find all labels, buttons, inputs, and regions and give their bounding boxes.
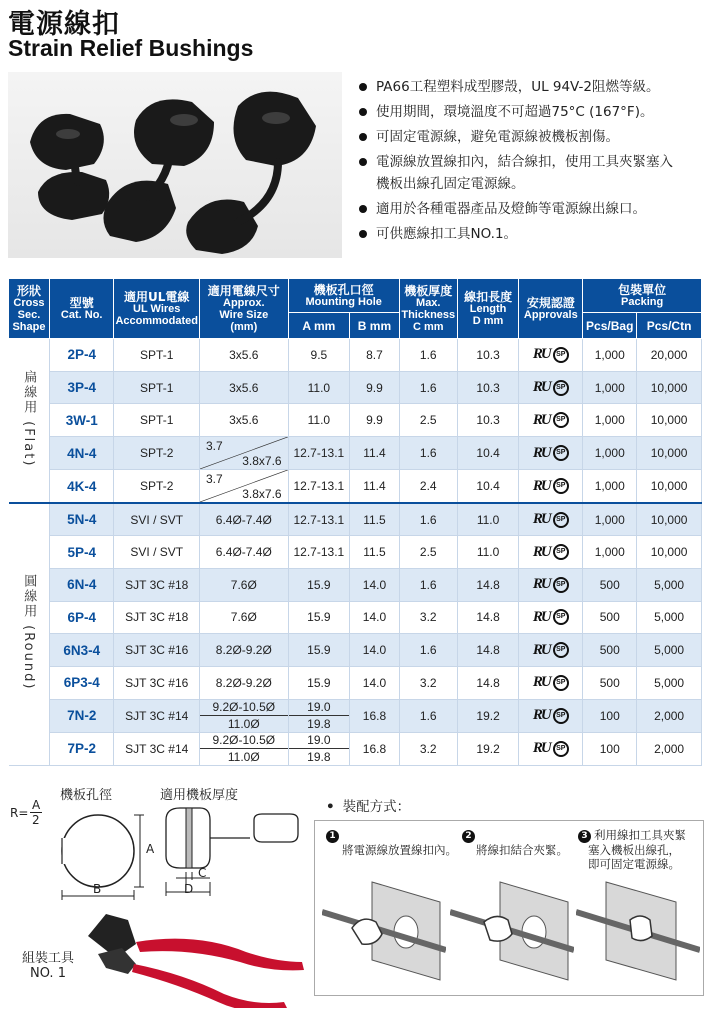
pcs-ctn: 10,000	[637, 437, 702, 470]
hole-b: 11.5	[350, 503, 400, 536]
header-length: 線扣長度 Length D mm	[457, 279, 519, 339]
hole-a: 19.0 19.8	[288, 699, 350, 732]
step-2	[462, 828, 568, 857]
pcs-bag: 1,000	[583, 536, 637, 569]
csa-icon: SP	[553, 609, 569, 625]
shape-round: 圓線用 (Round)	[9, 503, 50, 765]
ul-recognized-icon: RU	[532, 477, 550, 494]
header-ul: 適用UL電線 UL Wires Accommodated	[114, 279, 200, 339]
approvals	[519, 437, 583, 470]
hole-b: 14.0	[350, 634, 400, 667]
csa-icon: SP	[553, 741, 569, 757]
ul-recognized-icon: RU	[532, 543, 550, 560]
approvals	[519, 601, 583, 634]
page-title-zh: 電源線扣	[8, 9, 120, 40]
thickness-diagram	[158, 800, 308, 900]
csa-icon: SP	[553, 544, 569, 560]
ul-recognized-icon: RU	[532, 444, 550, 461]
feature-item: 電源線放置線扣內，結合線扣，使用工具夾緊塞入機板出線孔固定電源線。	[356, 151, 686, 195]
table-row	[9, 437, 702, 470]
ul-wire: SJT 3C #14	[114, 732, 200, 765]
approvals	[519, 536, 583, 569]
formula-r: R=	[10, 806, 29, 820]
pcs-bag: 1,000	[583, 470, 637, 504]
plate-thickness-label: 適用機板厚度	[160, 788, 239, 803]
csa-icon: SP	[553, 478, 569, 494]
header-hole-a: A mm	[288, 313, 350, 339]
thickness: 1.6	[399, 437, 457, 470]
pcs-bag: 1,000	[583, 437, 637, 470]
approvals	[519, 699, 583, 732]
approvals	[519, 371, 583, 404]
approvals	[519, 339, 583, 372]
dim-a-label: A	[146, 842, 155, 856]
csa-icon: SP	[553, 347, 569, 363]
ul-wire: SVI / SVT	[114, 503, 200, 536]
csa-icon: SP	[553, 708, 569, 724]
wire-size: 9.2Ø-10.5Ø 11.0Ø	[200, 699, 289, 732]
header-packing: 包裝單位 Packing	[583, 279, 702, 313]
pcs-bag: 100	[583, 699, 637, 732]
cat-no: 5P-4	[49, 536, 114, 569]
approvals	[519, 404, 583, 437]
cat-no: 6N3-4	[49, 634, 114, 667]
hole-b: 9.9	[350, 404, 400, 437]
thickness: 2.4	[399, 470, 457, 504]
hole-a: 11.0	[288, 404, 350, 437]
hole-b: 9.9	[350, 371, 400, 404]
hole-diameter-label: 機板孔徑	[60, 788, 113, 803]
wire-size: 8.2Ø-9.2Ø	[200, 667, 289, 700]
ul-wire: SVI / SVT	[114, 536, 200, 569]
cat-no: 4N-4	[49, 437, 114, 470]
ul-recognized-icon: RU	[532, 707, 550, 724]
tool-number: NO. 1	[30, 966, 66, 981]
length: 11.0	[457, 503, 519, 536]
pcs-bag: 100	[583, 732, 637, 765]
wire-size: 3.7 3.8x7.6	[200, 437, 289, 470]
table-row	[9, 634, 702, 667]
ul-recognized-icon: RU	[532, 641, 550, 658]
table-row	[9, 732, 702, 765]
hole-b: 14.0	[350, 601, 400, 634]
table-row	[9, 339, 702, 372]
hole-b: 11.4	[350, 470, 400, 504]
length: 10.3	[457, 371, 519, 404]
hole-b: 14.0	[350, 568, 400, 601]
ul-recognized-icon: RU	[532, 740, 550, 757]
thickness: 3.2	[399, 667, 457, 700]
hole-a: 15.9	[288, 667, 350, 700]
wire-size: 9.2Ø-10.5Ø 11.0Ø	[200, 732, 289, 765]
hole-b: 8.7	[350, 339, 400, 372]
header-pcs-bag: Pcs/Bag	[583, 313, 637, 339]
wire-size: 3x5.6	[200, 404, 289, 437]
step-3-number: 3	[578, 830, 591, 843]
step-3-illustration	[576, 872, 700, 990]
header-hole-b: B mm	[350, 313, 400, 339]
approvals	[519, 503, 583, 536]
ul-recognized-icon: RU	[532, 576, 550, 593]
step-1	[326, 828, 457, 857]
cat-no: 4K-4	[49, 470, 114, 504]
ul-recognized-icon: RU	[532, 511, 550, 528]
header-hole: 機板孔口徑 Mounting Hole	[288, 279, 399, 313]
ul-wire: SPT-1	[114, 339, 200, 372]
thickness: 1.6	[399, 634, 457, 667]
length: 19.2	[457, 732, 519, 765]
header-approvals: 安規認證 Approvals	[519, 279, 583, 339]
ul-wire: SJT 3C #18	[114, 601, 200, 634]
csa-icon: SP	[553, 412, 569, 428]
hole-a: 11.0	[288, 371, 350, 404]
dim-d-label: D	[184, 882, 194, 896]
approvals	[519, 732, 583, 765]
cat-no: 7N-2	[49, 699, 114, 732]
hole-a: 15.9	[288, 601, 350, 634]
pcs-ctn: 2,000	[637, 732, 702, 765]
pcs-ctn: 2,000	[637, 699, 702, 732]
ul-wire: SPT-2	[114, 470, 200, 504]
table-row	[9, 503, 702, 536]
hole-a: 9.5	[288, 339, 350, 372]
thickness: 2.5	[399, 404, 457, 437]
approvals	[519, 634, 583, 667]
ul-wire: SJT 3C #16	[114, 667, 200, 700]
table-row	[9, 601, 702, 634]
table-row	[9, 699, 702, 732]
pcs-bag: 500	[583, 667, 637, 700]
csa-icon: SP	[553, 675, 569, 691]
feature-item: 可固定電源線，避免電源線被機板割傷。	[356, 126, 706, 148]
thickness: 1.6	[399, 699, 457, 732]
pcs-ctn: 20,000	[637, 339, 702, 372]
pcs-ctn: 5,000	[637, 601, 702, 634]
header-cat: 型號 Cat. No.	[49, 279, 114, 339]
product-photo	[8, 72, 342, 258]
ul-wire: SPT-2	[114, 437, 200, 470]
length: 14.8	[457, 667, 519, 700]
wire-size: 6.4Ø-7.4Ø	[200, 536, 289, 569]
step-3-text-2: 塞入機板出線孔，	[588, 843, 680, 857]
csa-icon: SP	[553, 642, 569, 658]
pcs-bag: 500	[583, 568, 637, 601]
feature-item: 可供應線扣工具NO.1。	[356, 223, 706, 245]
pcs-bag: 1,000	[583, 503, 637, 536]
step-1-number: 1	[326, 830, 339, 843]
pcs-bag: 1,000	[583, 371, 637, 404]
ul-recognized-icon: RU	[532, 674, 550, 691]
step-2-text: 將線扣結合夾緊。	[476, 843, 568, 857]
hole-a: 15.9	[288, 568, 350, 601]
assembly-tool-illustration	[78, 896, 308, 1008]
step-1-illustration	[322, 872, 446, 990]
csa-icon: SP	[553, 512, 569, 528]
header-wire: 適用電線尺寸 Approx. Wire Size (mm)	[200, 279, 289, 339]
hole-a: 15.9	[288, 634, 350, 667]
hole-b: 11.4	[350, 437, 400, 470]
pcs-ctn: 10,000	[637, 470, 702, 504]
length: 14.8	[457, 601, 519, 634]
step-2-illustration	[450, 872, 574, 990]
thickness: 1.6	[399, 568, 457, 601]
approvals	[519, 568, 583, 601]
pcs-ctn: 5,000	[637, 568, 702, 601]
thickness: 1.6	[399, 371, 457, 404]
table-row	[9, 568, 702, 601]
tool-label: 組裝工具	[22, 951, 75, 966]
ul-wire: SPT-1	[114, 371, 200, 404]
page-title-en: Strain Relief Bushings	[8, 35, 254, 61]
wire-size: 3x5.6	[200, 371, 289, 404]
pcs-bag: 1,000	[583, 339, 637, 372]
length: 14.8	[457, 568, 519, 601]
cat-no: 6P3-4	[49, 667, 114, 700]
wire-size: 7.6Ø	[200, 601, 289, 634]
pcs-ctn: 5,000	[637, 667, 702, 700]
pcs-ctn: 10,000	[637, 371, 702, 404]
ul-wire: SJT 3C #14	[114, 699, 200, 732]
hole-a: 19.0 19.8	[288, 732, 350, 765]
dim-b-label: B	[93, 882, 102, 896]
hole-diagram	[8, 796, 158, 906]
cat-no: 2P-4	[49, 339, 114, 372]
pcs-ctn: 10,000	[637, 404, 702, 437]
ul-wire: SJT 3C #18	[114, 568, 200, 601]
table-row	[9, 667, 702, 700]
thickness: 2.5	[399, 536, 457, 569]
csa-icon: SP	[553, 445, 569, 461]
ul-recognized-icon: RU	[532, 346, 550, 363]
cat-no: 7P-2	[49, 732, 114, 765]
feature-list	[356, 76, 706, 248]
formula-numerator: A	[32, 798, 41, 812]
table-row	[9, 536, 702, 569]
assembly-method-title: • 裝配方式：	[326, 795, 410, 815]
ul-wire: SJT 3C #16	[114, 634, 200, 667]
length: 19.2	[457, 699, 519, 732]
hole-a: 12.7-13.1	[288, 437, 350, 470]
feature-item: 適用於各種電器產品及燈飾等電源線出線口。	[356, 198, 706, 220]
hole-a: 12.7-13.1	[288, 536, 350, 569]
hole-a: 12.7-13.1	[288, 503, 350, 536]
step-3-text-3: 即可固定電源線。	[588, 857, 680, 871]
pcs-ctn: 10,000	[637, 503, 702, 536]
pcs-bag: 500	[583, 601, 637, 634]
header-pcs-ctn: Pcs/Ctn	[637, 313, 702, 339]
ul-recognized-icon: RU	[532, 379, 550, 396]
wire-size: 3x5.6	[200, 339, 289, 372]
thickness: 3.2	[399, 601, 457, 634]
pcs-ctn: 5,000	[637, 634, 702, 667]
feature-item: 使用期間，環境溫度不可超過75°C (167°F)。	[356, 101, 706, 123]
wire-size: 7.6Ø	[200, 568, 289, 601]
step-3	[578, 828, 686, 871]
step-1-text: 將電源線放置線扣內。	[342, 843, 457, 857]
step-3-text-1: 利用線扣工具夾緊	[594, 828, 686, 842]
length: 11.0	[457, 536, 519, 569]
hole-b: 16.8	[350, 732, 400, 765]
length: 10.3	[457, 339, 519, 372]
hole-b: 16.8	[350, 699, 400, 732]
hole-b: 11.5	[350, 536, 400, 569]
length: 10.4	[457, 437, 519, 470]
wire-size: 6.4Ø-7.4Ø	[200, 503, 289, 536]
thickness: 1.6	[399, 339, 457, 372]
hole-a: 12.7-13.1	[288, 470, 350, 504]
pcs-bag: 500	[583, 634, 637, 667]
header-shape: 形狀 Cross Sec. Shape	[9, 279, 50, 339]
shape-flat: 扁線用 (Flat)	[9, 339, 50, 504]
length: 10.3	[457, 404, 519, 437]
length: 10.4	[457, 470, 519, 504]
step-2-number: 2	[462, 830, 475, 843]
csa-icon: SP	[553, 380, 569, 396]
dim-c-label: C	[198, 866, 207, 880]
csa-icon: SP	[553, 577, 569, 593]
thickness: 3.2	[399, 732, 457, 765]
pcs-bag: 1,000	[583, 404, 637, 437]
wire-size: 8.2Ø-9.2Ø	[200, 634, 289, 667]
pcs-ctn: 10,000	[637, 536, 702, 569]
spec-table	[8, 278, 702, 766]
formula-denominator: 2	[32, 813, 40, 827]
table-row	[9, 371, 702, 404]
cat-no: 5N-4	[49, 503, 114, 536]
length: 14.8	[457, 634, 519, 667]
cat-no: 6N-4	[49, 568, 114, 601]
wire-size: 3.7 3.8x7.6	[200, 470, 289, 504]
header-thickness: 機板厚度 Max. Thickness C mm	[399, 279, 457, 339]
cat-no: 3P-4	[49, 371, 114, 404]
table-row	[9, 470, 702, 504]
feature-item: PA66工程塑料成型膠殼，UL 94V-2阻燃等級。	[356, 76, 706, 98]
ul-recognized-icon: RU	[532, 411, 550, 428]
ul-wire: SPT-1	[114, 404, 200, 437]
thickness: 1.6	[399, 503, 457, 536]
approvals	[519, 470, 583, 504]
cat-no: 3W-1	[49, 404, 114, 437]
approvals	[519, 667, 583, 700]
cat-no: 6P-4	[49, 601, 114, 634]
hole-b: 14.0	[350, 667, 400, 700]
table-row	[9, 404, 702, 437]
ul-recognized-icon: RU	[532, 608, 550, 625]
